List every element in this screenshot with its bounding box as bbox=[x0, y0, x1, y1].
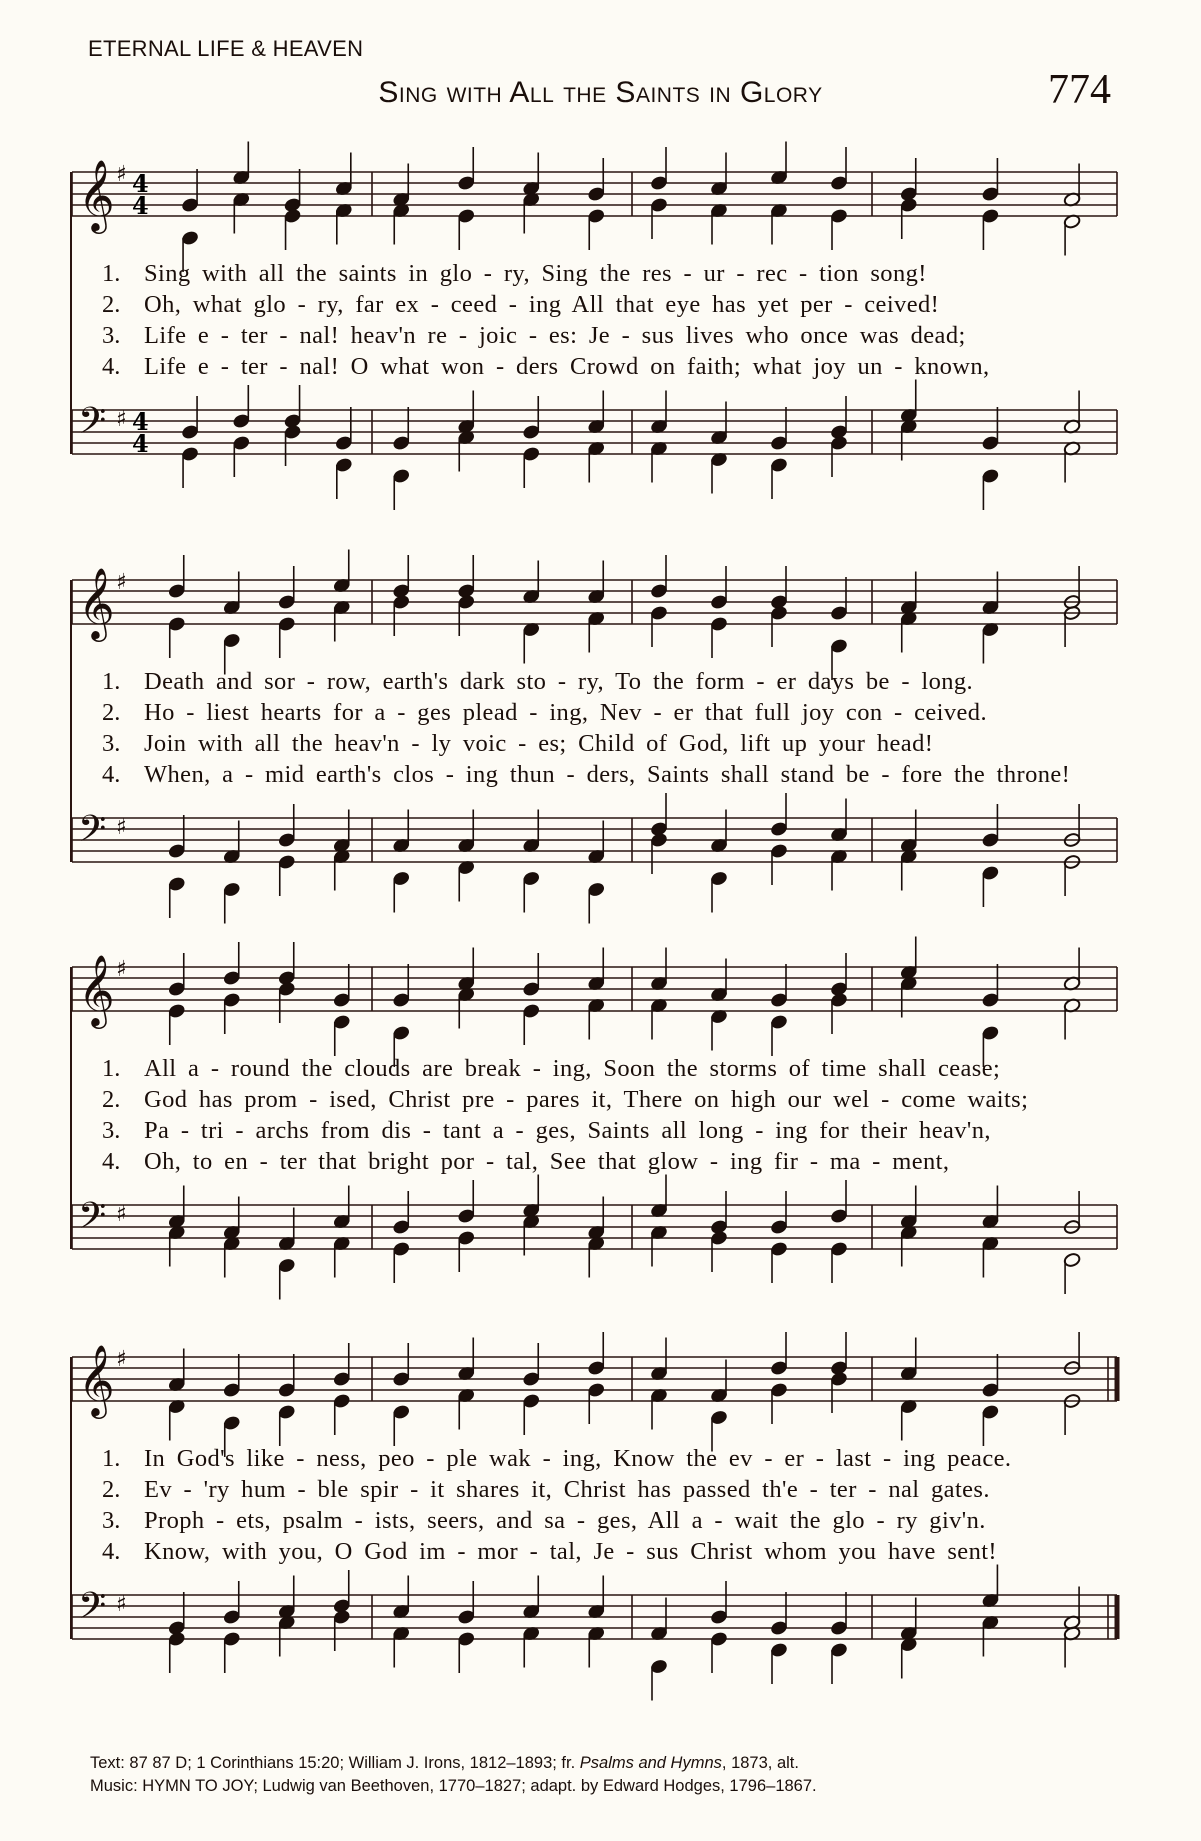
verse-text: Oh, what glo - ry, far ex - ceed - ing All that eye has yet per - ceived! bbox=[144, 291, 940, 318]
text-credit: Text: 87 87 D; 1 Corinthians 15:20; William J. Irons, 1812–1893; fr. Psalms and Hymns, 1873, alt. bbox=[90, 1754, 799, 1772]
treble-clef-icon: 𝄞 bbox=[78, 1343, 115, 1416]
verse-number: 4. bbox=[102, 1148, 121, 1175]
music-credit: Music: HYMN TO JOY; Ludwig van Beethoven, 1770–1827; adapt. by Edward Hodges, 1796–1867. bbox=[90, 1777, 817, 1795]
system-bracket bbox=[70, 967, 72, 1249]
lyric-line bbox=[102, 697, 1102, 728]
verse-text: In God's like - ness, peo - ple wak - ing, Know the ev - er - last - ing peace. bbox=[144, 1445, 1012, 1472]
bass-staff bbox=[72, 1565, 1117, 1701]
time-signature-bottom: 4 bbox=[132, 429, 149, 458]
bass-clef-icon: 𝄢 bbox=[78, 1195, 107, 1246]
treble-clef-icon: 𝄞 bbox=[78, 566, 115, 639]
verse-text: Ev - 'ry hum - ble spir - it shares it, Christ has passed th'e - ter - nal gates. bbox=[144, 1476, 990, 1503]
lyric-line bbox=[102, 666, 1102, 697]
verse-number: 1. bbox=[102, 1055, 121, 1082]
bass-staff bbox=[72, 793, 1117, 924]
verse-number: 3. bbox=[102, 1507, 121, 1534]
verse-number: 2. bbox=[102, 1086, 121, 1113]
verse-text: Life e - ter - nal! heav'n re - joic - es: Je - sus lives who once was dead; bbox=[144, 322, 966, 349]
verse-number: 2. bbox=[102, 699, 121, 726]
key-sharp-icon: ♯ bbox=[116, 407, 127, 432]
verse-text: God has prom - ised, Christ pre - pares it, There on high our wel - come waits; bbox=[144, 1086, 1029, 1113]
verse-text: All a - round the clouds are break - ing, Soon the storms of time shall cease; bbox=[144, 1055, 1001, 1082]
key-sharp-icon: ♯ bbox=[116, 1592, 127, 1617]
lyric-line bbox=[102, 1474, 1102, 1505]
verse-text: When, a - mid earth's clos - ing thun - ders, Saints shall stand be - fore the throne! bbox=[144, 761, 1071, 788]
key-sharp-icon: ♯ bbox=[116, 815, 127, 840]
bass-staff-svg bbox=[72, 1567, 1117, 1677]
section-heading: ETERNAL LIFE & HEAVEN bbox=[88, 36, 364, 61]
verse-text: Life e - ter - nal! O what won - ders Crowd on faith; what joy un - known, bbox=[144, 353, 990, 380]
verse-text: Sing with all the saints in glo - ry, Sing the res - ur - rec - tion song! bbox=[144, 260, 927, 287]
time-signature-top: 4 bbox=[132, 169, 149, 198]
system-bracket bbox=[70, 580, 72, 862]
key-sharp-icon: ♯ bbox=[116, 1347, 127, 1372]
bass-staff-svg bbox=[72, 382, 1117, 492]
time-signature-bottom: 4 bbox=[132, 191, 149, 220]
lyric-line bbox=[102, 351, 1102, 382]
lyric-line bbox=[102, 320, 1102, 351]
lyric-line bbox=[102, 1053, 1102, 1084]
bass-clef-icon: 𝄢 bbox=[78, 1585, 107, 1636]
verse-number: 4. bbox=[102, 353, 121, 380]
time-signature-top: 4 bbox=[132, 407, 149, 436]
bass-staff-svg bbox=[72, 1177, 1117, 1287]
key-sharp-icon: ♯ bbox=[116, 570, 127, 595]
lyric-line bbox=[102, 1505, 1102, 1536]
treble-staff bbox=[72, 550, 1117, 681]
bass-clef-icon: 𝄢 bbox=[78, 808, 107, 859]
verse-text: Pa - tri - archs from dis - tant a - ges, Saints all long - ing for their heav'n, bbox=[144, 1117, 991, 1144]
key-sharp-icon: ♯ bbox=[116, 162, 127, 187]
credits bbox=[90, 1752, 817, 1798]
lyrics-block bbox=[102, 1443, 1102, 1567]
lyric-line bbox=[102, 728, 1102, 759]
treble-clef-icon: 𝄞 bbox=[78, 953, 115, 1026]
treble-staff-svg bbox=[72, 160, 1117, 270]
system-bracket bbox=[70, 1357, 72, 1639]
verse-number: 3. bbox=[102, 322, 121, 349]
treble-clef-icon: 𝄞 bbox=[78, 158, 115, 231]
verse-text: Proph - ets, psalm - ists, seers, and sa - ges, All a - wait the glo - ry giv'n. bbox=[144, 1507, 986, 1534]
verse-number: 4. bbox=[102, 761, 121, 788]
lyric-line bbox=[102, 1536, 1102, 1567]
lyric-line bbox=[102, 1084, 1102, 1115]
lyric-line bbox=[102, 258, 1102, 289]
verse-number: 3. bbox=[102, 1117, 121, 1144]
verse-text: Oh, to en - ter that bright por - tal, See that glow - ing fir - ma - ment, bbox=[144, 1148, 950, 1175]
bass-staff bbox=[72, 1175, 1117, 1300]
verse-text: Death and sor - row, earth's dark sto - ry, To the form - er days be - long. bbox=[144, 668, 974, 695]
treble-staff-svg bbox=[72, 568, 1117, 678]
verse-number: 2. bbox=[102, 291, 121, 318]
lyrics-block bbox=[102, 666, 1102, 790]
lyric-line bbox=[102, 1146, 1102, 1177]
hymn-number: 774 bbox=[1048, 67, 1111, 113]
treble-staff bbox=[72, 142, 1117, 273]
bass-staff bbox=[72, 380, 1117, 511]
verse-text: Join with all the heav'n - ly voic - es; Child of God, lift up your head! bbox=[144, 730, 934, 757]
treble-staff-svg bbox=[72, 1345, 1117, 1455]
lyric-line bbox=[102, 1115, 1102, 1146]
verse-number: 4. bbox=[102, 1538, 121, 1565]
verse-number: 3. bbox=[102, 730, 121, 757]
treble-staff bbox=[72, 937, 1117, 1068]
verse-text: Know, with you, O God im - mor - tal, Je - sus Christ whom you have sent! bbox=[144, 1538, 997, 1565]
lyric-line bbox=[102, 759, 1102, 790]
lyric-line bbox=[102, 1443, 1102, 1474]
bass-staff-svg bbox=[72, 790, 1117, 900]
key-sharp-icon: ♯ bbox=[116, 1202, 127, 1227]
lyric-line bbox=[102, 289, 1102, 320]
hymn-title: Sing with All the Saints in Glory bbox=[378, 76, 823, 109]
verse-text: Ho - liest hearts for a - ges plead - ing, Nev - er that full joy con - ceived. bbox=[144, 699, 987, 726]
system-bracket bbox=[70, 172, 72, 454]
bass-clef-icon: 𝄢 bbox=[78, 400, 107, 451]
treble-staff bbox=[72, 1332, 1117, 1457]
lyrics-block bbox=[102, 1053, 1102, 1177]
lyrics-block bbox=[102, 258, 1102, 382]
verse-number: 2. bbox=[102, 1476, 121, 1503]
verse-number: 1. bbox=[102, 260, 121, 287]
treble-staff-svg bbox=[72, 955, 1117, 1065]
key-sharp-icon: ♯ bbox=[116, 957, 127, 982]
verse-number: 1. bbox=[102, 668, 121, 695]
verse-number: 1. bbox=[102, 1445, 121, 1472]
